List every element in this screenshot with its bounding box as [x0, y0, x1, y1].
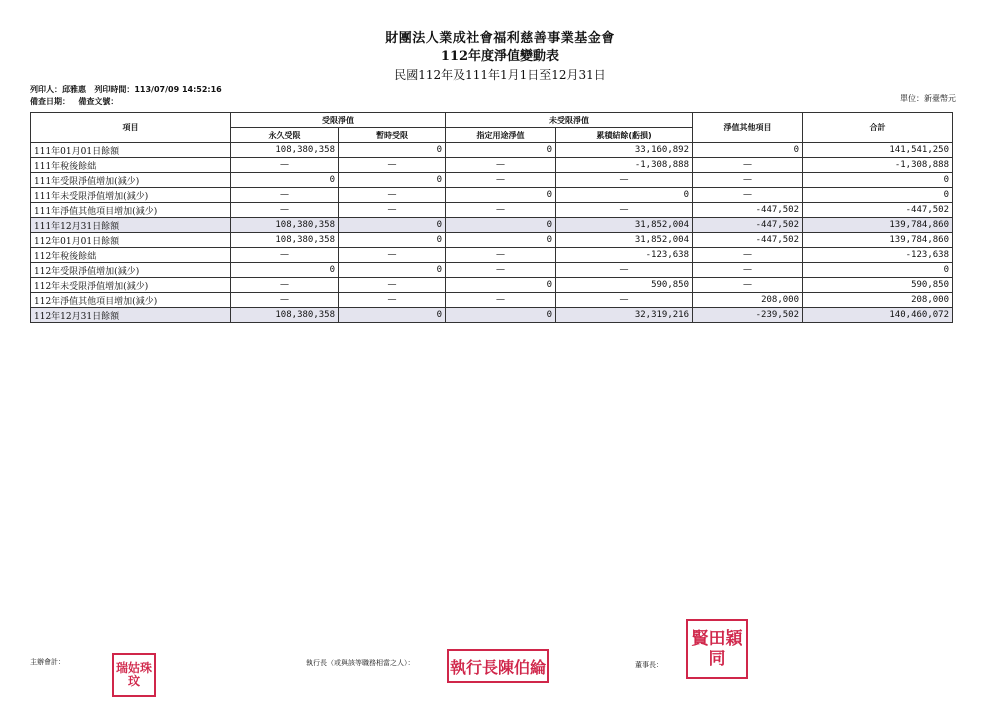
- table-row: [31, 293, 953, 308]
- cell-designated: —: [446, 293, 556, 308]
- cell-total: 139,784,860: [803, 218, 953, 233]
- cell-item: 111年淨值其他項目增加(減少): [31, 203, 231, 218]
- cell-permanent: 0: [231, 263, 339, 278]
- cell-item: 111年稅後餘絀: [31, 158, 231, 173]
- table-row: [31, 158, 953, 173]
- cell-temporary: 0: [339, 173, 446, 188]
- cell-total: -123,638: [803, 248, 953, 263]
- table-row: [31, 173, 953, 188]
- cell-designated: —: [446, 263, 556, 278]
- cell-item: 111年受限淨值增加(減少): [31, 173, 231, 188]
- header-other: 淨值其他項目: [693, 113, 803, 143]
- cell-total: 139,784,860: [803, 233, 953, 248]
- cell-permanent: 0: [231, 173, 339, 188]
- cell-permanent: —: [231, 203, 339, 218]
- header-total: 合計: [803, 113, 953, 143]
- cell-total: -447,502: [803, 203, 953, 218]
- cell-accumulated: 590,850: [556, 278, 693, 293]
- filing-doc-label: 備查文號：: [78, 97, 119, 106]
- cell-temporary: —: [339, 188, 446, 203]
- header-unrestricted: 未受限淨值: [446, 113, 693, 128]
- cell-total: 141,541,250: [803, 143, 953, 158]
- cell-other: —: [693, 158, 803, 173]
- cell-designated: —: [446, 248, 556, 263]
- cell-other: —: [693, 188, 803, 203]
- currency-unit: 單位：新臺幣元: [900, 94, 956, 103]
- cell-other: -239,502: [693, 308, 803, 323]
- cell-permanent: —: [231, 248, 339, 263]
- executive-seal: 執行長陳伯綸: [447, 649, 549, 683]
- cell-other: -447,502: [693, 218, 803, 233]
- cell-temporary: —: [339, 278, 446, 293]
- cell-permanent: —: [231, 278, 339, 293]
- header-row-1: [31, 113, 953, 128]
- cell-item: 112年淨值其他項目增加(減少): [31, 293, 231, 308]
- cell-total: 0: [803, 173, 953, 188]
- header-permanent: 永久受限: [231, 128, 339, 143]
- cell-permanent: 108,380,358: [231, 308, 339, 323]
- cell-other: 0: [693, 143, 803, 158]
- cell-item: 112年01月01日餘額: [31, 233, 231, 248]
- cell-designated: —: [446, 203, 556, 218]
- cell-item: 112年受限淨值增加(減少): [31, 263, 231, 278]
- chairman-seal: 賢田穎同: [686, 619, 748, 679]
- cell-other: -447,502: [693, 233, 803, 248]
- cell-temporary: 0: [339, 233, 446, 248]
- filing-date-label: 備查日期：: [30, 97, 70, 106]
- header-item: 項目: [31, 113, 231, 143]
- cell-other: -447,502: [693, 203, 803, 218]
- cell-item: 112年12月31日餘額: [31, 308, 231, 323]
- table-row: [31, 248, 953, 263]
- chairman-label: 董事長：: [635, 661, 663, 669]
- cell-temporary: 0: [339, 308, 446, 323]
- report-period: 民國112年及111年1月1日至12月31日: [394, 68, 606, 82]
- cell-permanent: —: [231, 293, 339, 308]
- cell-temporary: 0: [339, 143, 446, 158]
- cell-item: 111年12月31日餘額: [31, 218, 231, 233]
- cell-accumulated: 0: [556, 188, 693, 203]
- cell-accumulated: 33,160,892: [556, 143, 693, 158]
- cell-other: —: [693, 173, 803, 188]
- cell-designated: 0: [446, 308, 556, 323]
- cell-accumulated: —: [556, 203, 693, 218]
- table-row: [31, 188, 953, 203]
- cell-accumulated: 32,319,216: [556, 308, 693, 323]
- cell-item: 111年01月01日餘額: [31, 143, 231, 158]
- cell-permanent: —: [231, 188, 339, 203]
- print-time-label: 列印時間：: [94, 85, 135, 94]
- cell-total: 0: [803, 263, 953, 278]
- table-row: [31, 278, 953, 293]
- accountant-seal: 瑞姑珠玟: [112, 653, 156, 697]
- header-temporary: 暫時受限: [339, 128, 446, 143]
- cell-accumulated: 31,852,004: [556, 233, 693, 248]
- table-row: [31, 203, 953, 218]
- cell-designated: 0: [446, 188, 556, 203]
- table-body: [31, 143, 953, 323]
- cell-designated: —: [446, 173, 556, 188]
- cell-total: 0: [803, 188, 953, 203]
- print-info: [30, 84, 222, 95]
- cell-designated: 0: [446, 233, 556, 248]
- cell-other: 208,000: [693, 293, 803, 308]
- cell-permanent: 108,380,358: [231, 218, 339, 233]
- printer-name: 邱雅惠: [62, 85, 86, 94]
- cell-total: 208,000: [803, 293, 953, 308]
- table-row: [31, 233, 953, 248]
- cell-temporary: 0: [339, 263, 446, 278]
- cell-other: —: [693, 278, 803, 293]
- cell-designated: —: [446, 158, 556, 173]
- cell-permanent: 108,380,358: [231, 143, 339, 158]
- cell-temporary: —: [339, 293, 446, 308]
- header-restricted: 受限淨值: [231, 113, 446, 128]
- report-header: [0, 30, 1000, 84]
- cell-accumulated: 31,852,004: [556, 218, 693, 233]
- print-time: 113/07/09 14:52:16: [134, 85, 222, 94]
- cell-accumulated: —: [556, 263, 693, 278]
- cell-total: -1,308,888: [803, 158, 953, 173]
- cell-total: 590,850: [803, 278, 953, 293]
- cell-designated: 0: [446, 218, 556, 233]
- table-row: [31, 143, 953, 158]
- cell-accumulated: -1,308,888: [556, 158, 693, 173]
- table-row: [31, 308, 953, 323]
- executive-label: 執行長（或與該等職務相當之人）：: [306, 659, 415, 667]
- cell-item: 112年稅後餘絀: [31, 248, 231, 263]
- header-accumulated: 累積結餘(虧損): [556, 128, 693, 143]
- organization-name: 財團法人業成社會福利慈善事業基金會: [385, 31, 615, 46]
- cell-temporary: 0: [339, 218, 446, 233]
- cell-designated: 0: [446, 143, 556, 158]
- cell-designated: 0: [446, 278, 556, 293]
- cell-other: —: [693, 263, 803, 278]
- cell-accumulated: —: [556, 173, 693, 188]
- report-title: 112年度淨值變動表: [440, 49, 560, 64]
- filing-info: [30, 96, 118, 107]
- cell-accumulated: -123,638: [556, 248, 693, 263]
- header-designated: 指定用途淨值: [446, 128, 556, 143]
- accountant-label: 主辦會計：: [30, 658, 65, 666]
- net-worth-change-table: [30, 112, 953, 323]
- table-row: [31, 263, 953, 278]
- cell-total: 140,460,072: [803, 308, 953, 323]
- table-row: [31, 218, 953, 233]
- printer-label: 列印人：: [30, 85, 62, 94]
- cell-temporary: —: [339, 158, 446, 173]
- cell-temporary: —: [339, 203, 446, 218]
- cell-item: 111年未受限淨值增加(減少): [31, 188, 231, 203]
- cell-other: —: [693, 248, 803, 263]
- cell-permanent: —: [231, 158, 339, 173]
- cell-accumulated: —: [556, 293, 693, 308]
- cell-permanent: 108,380,358: [231, 233, 339, 248]
- cell-item: 112年未受限淨值增加(減少): [31, 278, 231, 293]
- cell-temporary: —: [339, 248, 446, 263]
